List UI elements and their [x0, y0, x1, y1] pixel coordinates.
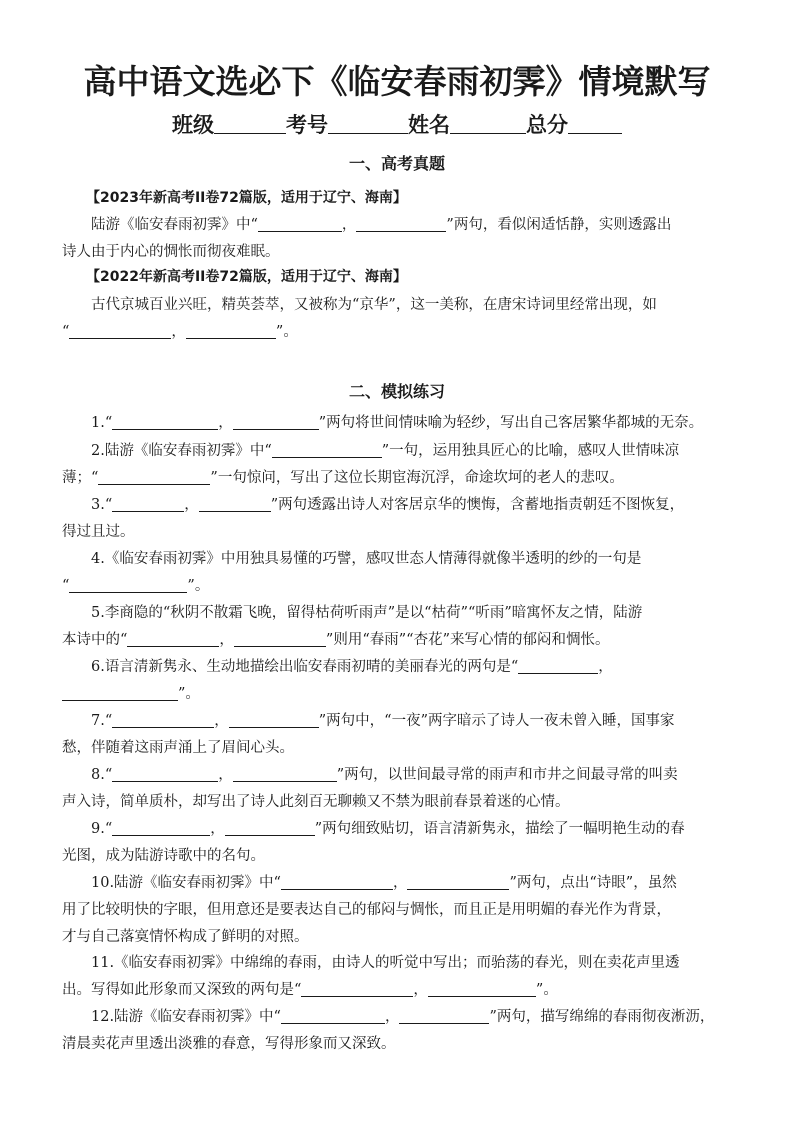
- question-text: 5.李商隐的“秋阴不散霜飞晚，留得枯荷听雨声”是以“枯荷”“听雨”暗寓怀友之情，陆游: [91, 605, 643, 621]
- answer-blank: [281, 873, 393, 890]
- question-text: 6.语言清新隽永、生动地描绘出临安春雨初晴的美丽春光的两句是“: [91, 659, 519, 675]
- question-text: ”两句，描写绵绵的春雨彻夜淅沥，: [489, 1009, 715, 1025]
- question-text: ，: [384, 1009, 400, 1025]
- answer-blank: [69, 576, 187, 593]
- question-text: ，: [413, 982, 428, 998]
- question-text: ”。: [275, 324, 298, 340]
- question-text: 诗人由于内心的惆怅而彻夜难眠。: [62, 244, 280, 260]
- question-text: ”两句细致贴切，语言清新隽永，描绘了一幅明艳生动的春: [314, 821, 685, 837]
- question-text: ”。: [187, 578, 210, 594]
- question-text: ，: [210, 821, 225, 837]
- question-text: ”。: [535, 982, 558, 998]
- answer-blank: [112, 819, 210, 836]
- answer-blank: [62, 684, 178, 701]
- answer-blank: [234, 630, 326, 647]
- question-1: [62, 410, 736, 437]
- question-text: ，: [392, 875, 408, 891]
- question-2023: [62, 212, 736, 266]
- exam-no-blank: [328, 111, 408, 134]
- answer-blank: [112, 413, 218, 430]
- answer-blank: [69, 322, 171, 339]
- question-5: [62, 600, 736, 654]
- answer-blank: [233, 765, 337, 782]
- name-blank: [450, 111, 526, 134]
- question-text: ”两句，点出“诗眼”，虽然: [509, 875, 677, 891]
- question-text: 2.陆游《临安春雨初霁》中“: [91, 443, 272, 459]
- question-text: 才与自己落寞情怀构成了鲜明的对照。: [62, 929, 309, 945]
- answer-blank: [272, 441, 382, 458]
- question-9: [62, 816, 736, 870]
- question-text: 4.《临安春雨初霁》中用独具易懂的巧譬，感叹世态人情薄得就像半透明的纱的一句是: [91, 551, 642, 567]
- question-text: 10.陆游《临安春雨初霁》中“: [91, 875, 281, 891]
- question-text: 陆游《临安春雨初霁》中“: [91, 217, 258, 233]
- question-text: 7.“: [91, 713, 113, 729]
- question-text: ，: [218, 415, 233, 431]
- answer-blank: [98, 468, 210, 485]
- answer-blank: [258, 215, 342, 232]
- question-text: ，: [219, 632, 234, 648]
- question-text: 薄；“: [62, 470, 99, 486]
- answer-blank: [112, 495, 184, 512]
- question-text: 光图，成为陆游诗歌中的名句。: [62, 848, 265, 864]
- answer-blank: [225, 819, 315, 836]
- answer-blank: [199, 495, 271, 512]
- answer-blank: [301, 980, 413, 997]
- answer-blank: [428, 980, 536, 997]
- answer-blank: [407, 873, 509, 890]
- answer-blank: [229, 711, 319, 728]
- question-3: [62, 492, 736, 546]
- question-text: ”两句，看似闲适恬静，实则透露出: [446, 217, 672, 233]
- source-2022: 【2022年新高考II卷72篇版，适用于辽宁、海南】: [86, 269, 407, 285]
- answer-blank: [281, 1007, 385, 1024]
- question-10: [62, 870, 736, 951]
- answer-blank: [233, 413, 319, 430]
- question-2: [62, 438, 736, 492]
- question-text: 清晨卖花声里透出淡雅的春意，写得形象而又深致。: [62, 1036, 396, 1052]
- question-text: 8.“: [91, 767, 113, 783]
- answer-blank: [399, 1007, 489, 1024]
- section-heading-practice: 二、模拟练习: [348, 382, 445, 401]
- question-12: [62, 1004, 736, 1058]
- answer-blank: [186, 322, 276, 339]
- question-text: 3.“: [91, 497, 113, 513]
- question-6: [62, 654, 736, 708]
- question-text: ”则用“春雨”“杏花”来写心情的郁闷和惆怅。: [325, 632, 610, 648]
- name-label: 姓名: [408, 113, 450, 137]
- question-text: ，: [214, 713, 229, 729]
- question-text: ”两句，以世间最寻常的雨声和市井之间最寻常的叫卖: [336, 767, 678, 783]
- score-label: 总分: [526, 113, 568, 137]
- page-title: 高中语文选必下《临安春雨初霁》情境默写: [83, 62, 711, 101]
- question-text: ，: [184, 497, 199, 513]
- class-label: 班级: [172, 113, 214, 137]
- question-text: ”一句，运用独具匠心的比喻，感叹人世情味凉: [381, 443, 680, 459]
- answer-blank: [112, 765, 218, 782]
- question-7: [62, 708, 736, 762]
- answer-blank: [356, 215, 446, 232]
- question-2022: [62, 292, 736, 346]
- question-text: 古代京城百业兴旺，精英荟萃，又被称为“京华”，这一美称，在唐宋诗词里经常出现，如: [91, 297, 657, 313]
- question-text: ，: [598, 659, 613, 675]
- question-text: 9.“: [91, 821, 113, 837]
- question-text: 本诗中的“: [62, 632, 128, 648]
- question-text: 愁，伴随着这雨声涌上了眉间心头。: [62, 740, 294, 756]
- question-text: 1.“: [91, 415, 113, 431]
- section-heading-gaokao: 一、高考真题: [348, 154, 445, 173]
- question-text: 出。写得如此形象而又深致的两句是“: [62, 982, 302, 998]
- question-text: ”两句将世间情味喻为轻纱，写出自己客居繁华都城的无奈。: [318, 415, 704, 431]
- class-blank: [214, 111, 286, 134]
- question-text: 11.《临安春雨初霁》中绵绵的春雨，由诗人的听觉中写出；而骀荡的春光，则在卖花声里透: [91, 955, 680, 971]
- answer-blank: [518, 657, 598, 674]
- question-text: 用了比较明快的字眼，但用意还是要表达自己的郁闷与惆怅，而且正是用明媚的春光作为背景，: [62, 902, 671, 918]
- answer-blank: [127, 630, 219, 647]
- question-text: ，: [171, 324, 186, 340]
- question-text: 12.陆游《临安春雨初霁》中“: [91, 1009, 281, 1025]
- question-8: [62, 762, 736, 816]
- question-text: 声入诗，简单质朴，却写出了诗人此刻百无聊赖又不禁为眼前春景着迷的心情。: [62, 794, 570, 810]
- question-11: [62, 950, 736, 1004]
- score-blank: [568, 111, 622, 134]
- answer-blank: [112, 711, 214, 728]
- question-text: ”一句惊问，写出了这位长期宦海沉浮，命途坎坷的老人的悲叹。: [210, 470, 624, 486]
- exam-no-label: 考号: [286, 113, 328, 137]
- question-4: [62, 546, 736, 600]
- question-text: “: [62, 578, 70, 594]
- student-info-line: [0, 110, 794, 140]
- question-text: 得过且过。: [62, 524, 135, 540]
- question-text: ，: [218, 767, 233, 783]
- source-2023: 【2023年新高考II卷72篇版，适用于辽宁、海南】: [86, 190, 407, 206]
- question-text: “: [62, 324, 70, 340]
- question-text: ”两句透露出诗人对客居京华的懊悔，含蓄地指责朝廷不图恢复，: [270, 497, 685, 513]
- question-text: ”。: [178, 686, 200, 702]
- question-text: ”两句中，“一夜”两字暗示了诗人一夜未曾入睡，国事家: [318, 713, 675, 729]
- question-text: ，: [341, 217, 357, 233]
